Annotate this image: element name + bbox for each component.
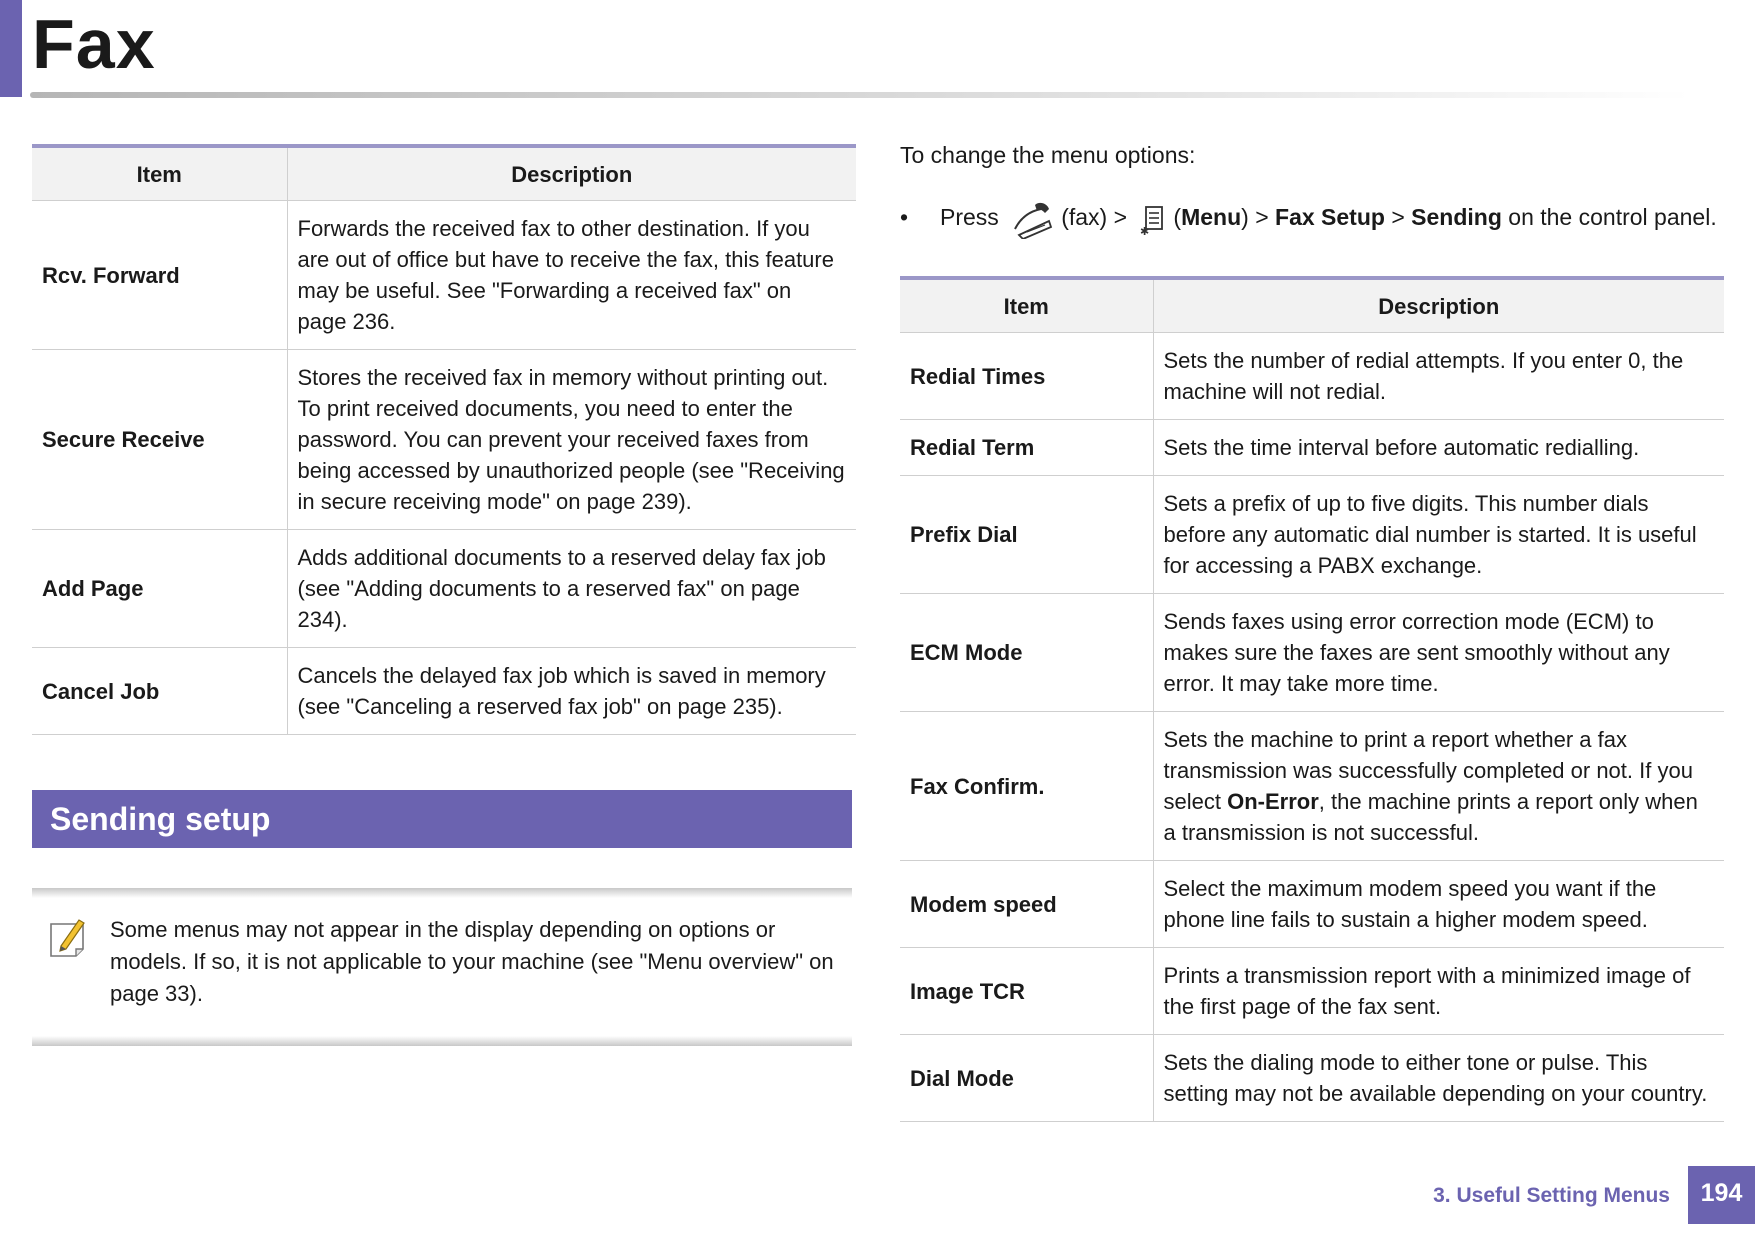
table-row — [900, 333, 1724, 420]
left-settings-table — [32, 144, 856, 735]
row-item: Rcv. Forward — [32, 201, 287, 350]
row-description: Sets the number of redial attempts. If you enter 0, the machine will not redial. — [1153, 333, 1724, 420]
table-row — [900, 861, 1724, 948]
row-description: Sets a prefix of up to five digits. This number dials before any automatic dial number is started. It is useful for accessing a PABX exchange. — [1153, 476, 1724, 594]
row-item: Dial Mode — [900, 1035, 1153, 1122]
row-description: Sets the dialing mode to either tone or pulse. This setting may not be available depending on your country. — [1153, 1035, 1724, 1122]
row-description: Cancels the delayed fax job which is saved in memory (see "Canceling a reserved fax job" on page 235). — [287, 648, 856, 735]
svg-text:✱: ✱ — [1140, 225, 1150, 236]
title-divider — [30, 92, 1690, 98]
table-row — [900, 1035, 1724, 1122]
row-description: Stores the received fax in memory without printing out. To print received documents, you need to enter the password. You can prevent your received faxes from being accessed by unauthorized people (see "Receiving in secure receiving mode" on page 239). — [287, 350, 856, 530]
page-title: Fax — [32, 5, 156, 83]
row-item: Secure Receive — [32, 350, 287, 530]
menu-label: Menu — [1181, 204, 1242, 231]
column-header-item: Item — [900, 278, 1153, 333]
row-item: Add Page — [32, 530, 287, 648]
title-accent-bar — [0, 0, 22, 97]
table-row — [32, 530, 856, 648]
note-top-border — [32, 888, 852, 898]
separator: > — [1391, 204, 1405, 231]
section-heading: Sending setup — [32, 790, 852, 848]
menu-list-icon — [1139, 202, 1167, 236]
intro-text: To change the menu options: — [900, 142, 1196, 168]
row-description: Sets the time interval before automatic redialling. — [1153, 420, 1724, 476]
on-error-label: On-Error — [1227, 789, 1319, 814]
note-text: Some menus may not appear in the display depending on options or models. If so, it is not applicable to your machine (see "Menu overview" on page 33). — [110, 917, 834, 1006]
note-box — [32, 888, 852, 1046]
instruction-step — [900, 199, 1717, 239]
note-bottom-border — [32, 1036, 852, 1046]
paren-open: ( — [1173, 204, 1182, 231]
table-row — [32, 201, 856, 350]
row-item: Image TCR — [900, 948, 1153, 1035]
column-header-item: Item — [32, 146, 287, 201]
page-number: 194 — [1688, 1166, 1755, 1224]
table-row — [900, 476, 1724, 594]
footer-section-label: 3. Useful Setting Menus — [1433, 1184, 1670, 1207]
fax-setup-label: Fax Setup — [1275, 204, 1385, 231]
row-description: Adds additional documents to a reserved delay fax job (see "Adding documents to a reserved fax" on page 234). — [287, 530, 856, 648]
row-item: Fax Confirm. — [900, 712, 1153, 861]
instruction-suffix: on the control panel. — [1508, 204, 1717, 231]
sending-settings-table — [900, 276, 1724, 1122]
sending-label: Sending — [1411, 204, 1502, 231]
fax-label: (fax) > — [1061, 204, 1128, 231]
row-item: Redial Term — [900, 420, 1153, 476]
table-row — [32, 648, 856, 735]
table-row — [900, 712, 1724, 861]
fax-handset-icon — [1011, 199, 1055, 239]
table-row — [32, 350, 856, 530]
table-header-row — [32, 146, 856, 201]
table-row — [900, 594, 1724, 712]
press-text: Press — [940, 204, 999, 231]
row-item: Prefix Dial — [900, 476, 1153, 594]
row-item: Modem speed — [900, 861, 1153, 948]
row-description: Sends faxes using error correction mode (ECM) to makes sure the faxes are sent smoothly without any error. It may take more time. — [1153, 594, 1724, 712]
row-description: Forwards the received fax to other destination. If you are out of office but have to receive the fax, this feature may be useful. See "Forwarding a received fax" on page 236. — [287, 201, 856, 350]
row-item: Redial Times — [900, 333, 1153, 420]
table-header-row — [900, 278, 1724, 333]
table-row — [900, 420, 1724, 476]
row-item: Cancel Job — [32, 648, 287, 735]
column-header-description: Description — [1153, 278, 1724, 333]
row-description — [1153, 712, 1724, 861]
bullet: • — [900, 204, 909, 231]
description-part: Sets the machine to print a report whether a fax transmission was successfully completed or not. If you select — [1163, 727, 1693, 814]
row-description: Prints a transmission report with a minimized image of the first page of the fax sent. — [1153, 948, 1724, 1035]
description-part: , the machine prints a report only when a transmission is not successful. — [1163, 789, 1698, 845]
table-row — [900, 948, 1724, 1035]
row-item: ECM Mode — [900, 594, 1153, 712]
row-description: Select the maximum modem speed you want if the phone line fails to sustain a higher modem speed. — [1153, 861, 1724, 948]
after-menu: ) > — [1241, 204, 1269, 231]
column-header-description: Description — [287, 146, 856, 201]
pencil-note-icon — [48, 916, 86, 958]
